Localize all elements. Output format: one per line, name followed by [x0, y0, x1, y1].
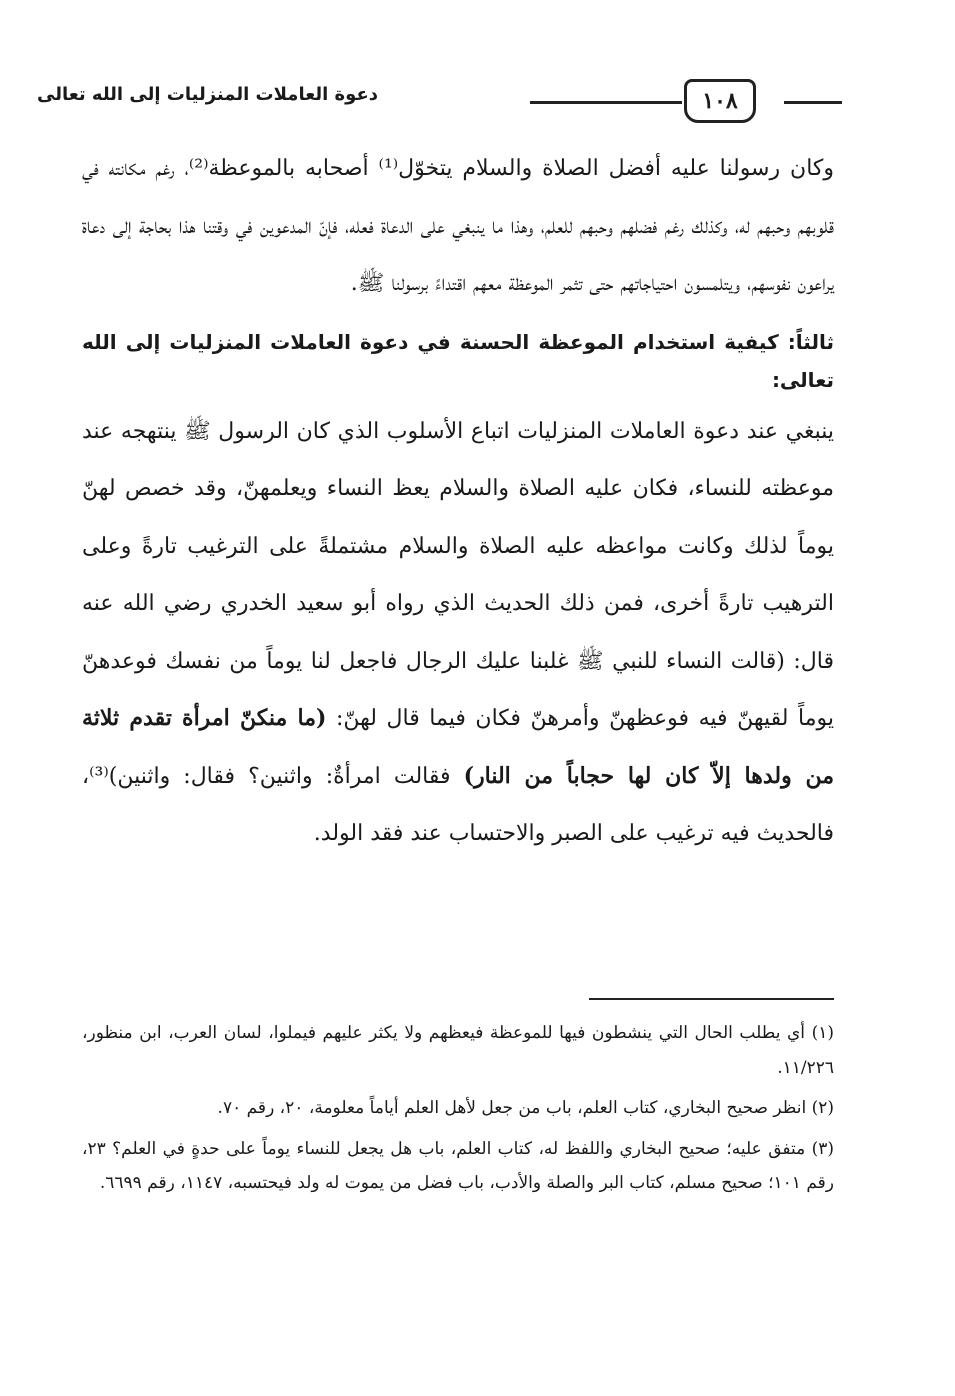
footnote-separator: [589, 998, 834, 1000]
footnote-3: (٣) متفق عليه؛ صحيح البخاري واللفظ له، كتاب العلم، باب هل يجعل للنساء يوماً على حدةٍ في العلم؟ ٢٣، رقم ١٠١؛ صحيح مسلم، كتاب البر والصلة والأدب، باب فضل من يموت له ولد فيحتسبه، ١١٤٧، رقم ٦٦٩٩.: [82, 1138, 834, 1193]
paragraph-2-end: فقالت امرأةٌ: واثنين؟ فقال: واثنين)⁽³⁾، فالحديث فيه ترغيب على الصبر والاحتساب عند فقد الولد.: [82, 763, 834, 846]
footnotes: [82, 1016, 834, 1207]
paragraph-2: [82, 403, 834, 863]
footnote-2: (٢) انظر صحيح البخاري، كتاب العلم، باب من جعل لأهل العلم أياماً معلومة، ٢٠، رقم ٧٠.: [217, 1098, 834, 1118]
running-header: [37, 74, 842, 128]
hadith-quote: (ما منكنّ امرأة تقدم ثلاثة من ولدها إلاّ كان لها حجاباً من النار): [82, 705, 834, 789]
paragraph-1: وكان رسولنا عليه أفضل الصلاة والسلام يتخوّل⁽¹⁾ أصحابه بالموعظة⁽²⁾، رغم مكانته في قلوبهم وحبهم له، وكذلك رغم فضلهم وحبهم للعلم، وهذا ما ينبغي على الدعاة فعله، فإنّ المدعوين في وقتنا هذا بحاجة إلى دعاة يراعون نفوسهم، ويتلمسون احتياجاتهم حتى تثمر الموعظة معهم اقتداءً برسولنا ﷺ.: [82, 156, 834, 296]
page-number: ١٠٨: [684, 79, 756, 123]
paragraph-2-text: ينبغي عند دعوة العاملات المنزليات اتباع الأسلوب الذي كان الرسول ﷺ ينتهجه عند موعظته للنساء، فكان عليه الصلاة والسلام يعظ النساء ويعلمهنّ، وقد خصص لهنّ يوماً لذلك وكانت مواعظه عليه الصلاة والسلام مشتملةً على الترغيب تارةً وعلى الترهيب تارةً أخرى، فمن ذلك الحديث الذي رواه أبو سعيد الخدري رضي الله عنه قال: (قالت النساء للنبي ﷺ غلبنا عليك الرجال فاجعل لنا يوماً من نفسك فوعدهنّ يوماً لقيهنّ فيه فوعظهنّ وأمرهنّ فكان فيما قال لهنّ:: [82, 418, 834, 731]
running-title: دعوة العاملات المنزليات إلى الله تعالى: [37, 84, 378, 105]
header-rule: [784, 101, 842, 104]
header-rule: [530, 101, 682, 104]
section-heading: ثالثاً: كيفية استخدام الموعظة الحسنة في دعوة العاملات المنزليات إلى الله تعالى:: [82, 329, 834, 392]
footnote-1: (١) أي يطلب الحال التي ينشطون فيها للموعظة فيعظهم ولا يكثر عليهم فيملوا، لسان العرب، ابن منظور، ١١/٢٢٦.: [82, 1023, 834, 1078]
main-text: [82, 140, 834, 863]
